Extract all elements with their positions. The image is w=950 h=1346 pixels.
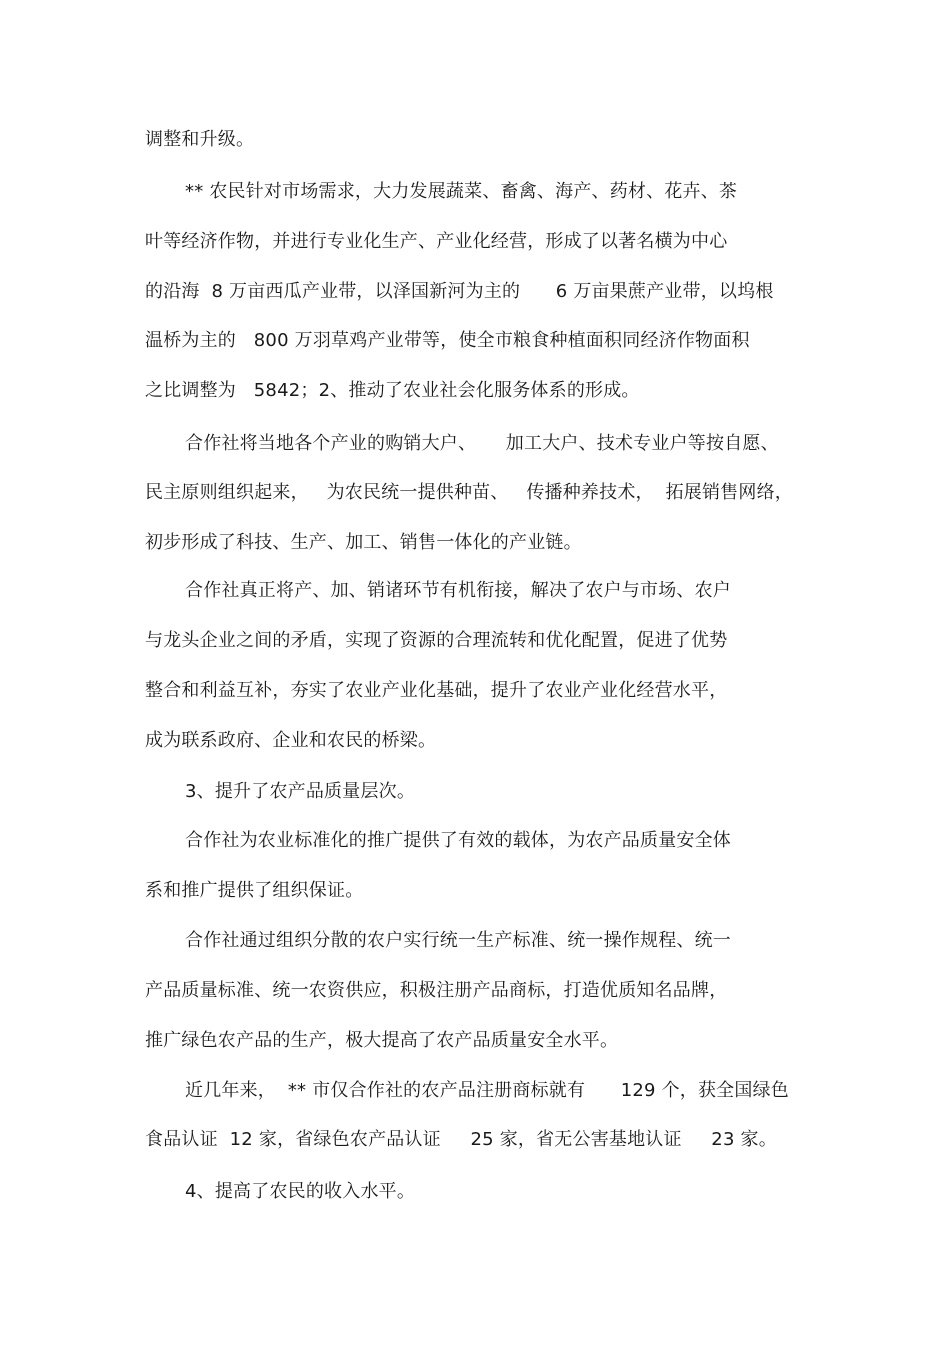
paragraph-first-line: 合作社通过组织分散的农户实行统一生产标准、统一操作规程、统一	[185, 930, 731, 951]
paragraph-first-line: 合作社真正将产、加、销诸环节有机衔接，解决了农户与市场、农户	[185, 580, 731, 601]
text-line: 初步形成了科技、生产、加工、销售一体化的产业链。	[145, 532, 582, 553]
text-line: 与龙头企业之间的矛盾，实现了资源的合理流转和优化配置，促进了优势	[145, 630, 728, 651]
section-heading: 4、提高了农民的收入水平。	[185, 1181, 416, 1202]
text-line: 之比调整为 5842；2、推动了农业社会化服务体系的形成。	[145, 380, 640, 401]
text-line: 推广绿色农产品的生产，极大提高了农产品质量安全水平。	[145, 1030, 619, 1051]
text-line: 叶等经济作物，并进行专业化生产、产业化经营，形成了以著名横为中心	[145, 231, 728, 252]
section-heading: 3、提升了农产品质量层次。	[185, 781, 416, 802]
paragraph-first-line: 合作社为农业标准化的推广提供了有效的载体，为农产品质量安全体	[185, 830, 731, 851]
paragraph-first-line: ** 农民针对市场需求，大力发展蔬菜、畜禽、海产、药材、花卉、茶	[185, 181, 738, 202]
paragraph-first-line: 近几年来， ** 市仅合作社的农产品注册商标就有 129 个，获全国绿色	[185, 1080, 789, 1101]
text-line: 温桥为主的 800 万羽草鸡产业带等，使全市粮食种植面积同经济作物面积	[145, 330, 750, 351]
text-line: 食品认证 12 家，省绿色农产品认证 25 家，省无公害基地认证 23 家。	[145, 1129, 777, 1150]
text-line: 民主原则组织起来， 为农民统一提供种苗、 传播种养技术， 拓展销售网络，	[145, 482, 793, 503]
text-line: 整合和利益互补，夯实了农业产业化基础，提升了农业产业化经营水平，	[145, 680, 728, 701]
text-line: 的沿海 8 万亩西瓜产业带，以泽国新河为主的 6 万亩果蔗产业带，以坞根	[145, 281, 774, 302]
text-line: 产品质量标准、统一农资供应，积极注册产品商标，打造优质知名品牌，	[145, 980, 728, 1001]
text-line: 成为联系政府、企业和农民的桥梁。	[145, 730, 437, 751]
text-line: 调整和升级。	[145, 129, 255, 150]
paragraph-first-line: 合作社将当地各个产业的购销大户、 加工大户、技术专业户等按自愿、	[185, 433, 779, 454]
text-line: 系和推广提供了组织保证。	[145, 880, 364, 901]
